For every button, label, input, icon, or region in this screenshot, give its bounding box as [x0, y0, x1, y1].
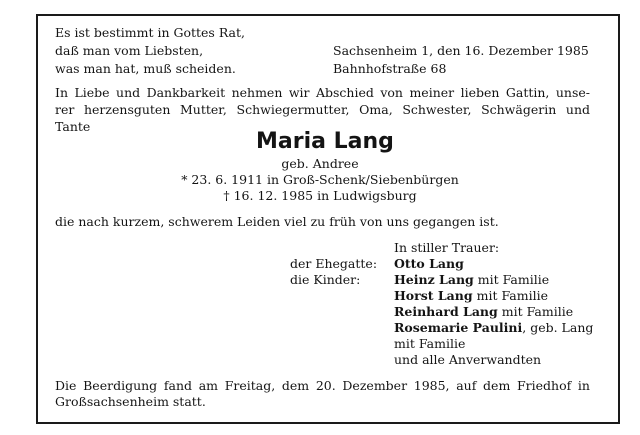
- relatives-line: und alle Anverwandten: [394, 352, 542, 367]
- child-suffix: mit Familie: [472, 288, 548, 303]
- poem-line-1: Es ist bestimmt in Gottes Rat,: [55, 25, 245, 40]
- birth-line: * 23. 6. 1911 in Groß-Schenk/Siebenbürgen: [181, 172, 459, 187]
- poem-line-2: daß man vom Liebsten,: [55, 43, 204, 58]
- funeral-line-1: Die Beerdigung fand am Freitag, dem 20. Dezember 1985, auf dem Friedhof in: [55, 378, 590, 393]
- funeral-line-2: Großsachsenheim statt.: [55, 394, 206, 409]
- child-name: Rosemarie Paulini: [394, 320, 523, 335]
- mourners-heading: In stiller Trauer:: [394, 240, 500, 255]
- intro-line-1: In Liebe und Dankbarkeit nehmen wir Abschied von meiner lieben Gattin, unse-: [55, 85, 590, 100]
- death-line: † 16. 12. 1985 in Ludwigsburg: [223, 188, 417, 203]
- maiden-name: geb. Andree: [281, 156, 359, 171]
- child-continued: mit Familie: [394, 336, 466, 351]
- intro-line-2: rer herzensguten Mutter, Schwiegermutter, Oma, Schwester, Schwägerin und: [55, 102, 590, 117]
- deceased-name: Maria Lang: [256, 129, 394, 154]
- intro-line-3: Tante: [55, 119, 91, 134]
- poem-line-3: was man hat, muß scheiden.: [55, 61, 236, 76]
- child-name: Heinz Lang: [394, 272, 474, 287]
- child-entry: [394, 288, 548, 303]
- child-entry: [394, 272, 549, 287]
- child-suffix: , geb. Lang: [522, 320, 594, 335]
- spouse-name: Otto Lang: [394, 256, 464, 271]
- children-label: die Kinder:: [290, 272, 361, 287]
- child-suffix: mit Familie: [497, 304, 574, 319]
- child-suffix: mit Familie: [473, 272, 550, 287]
- spouse-label: der Ehegatte:: [290, 256, 378, 271]
- child-entry: [394, 320, 593, 335]
- passing-text: die nach kurzem, schwerem Leiden viel zu früh von uns gegangen ist.: [55, 214, 499, 229]
- child-name: Horst Lang: [394, 288, 473, 303]
- child-name: Reinhard Lang: [394, 304, 498, 319]
- street-address: Bahnhofstraße 68: [333, 61, 447, 76]
- place-date: Sachsenheim 1, den 16. Dezember 1985: [333, 43, 589, 58]
- child-entry: [394, 304, 573, 319]
